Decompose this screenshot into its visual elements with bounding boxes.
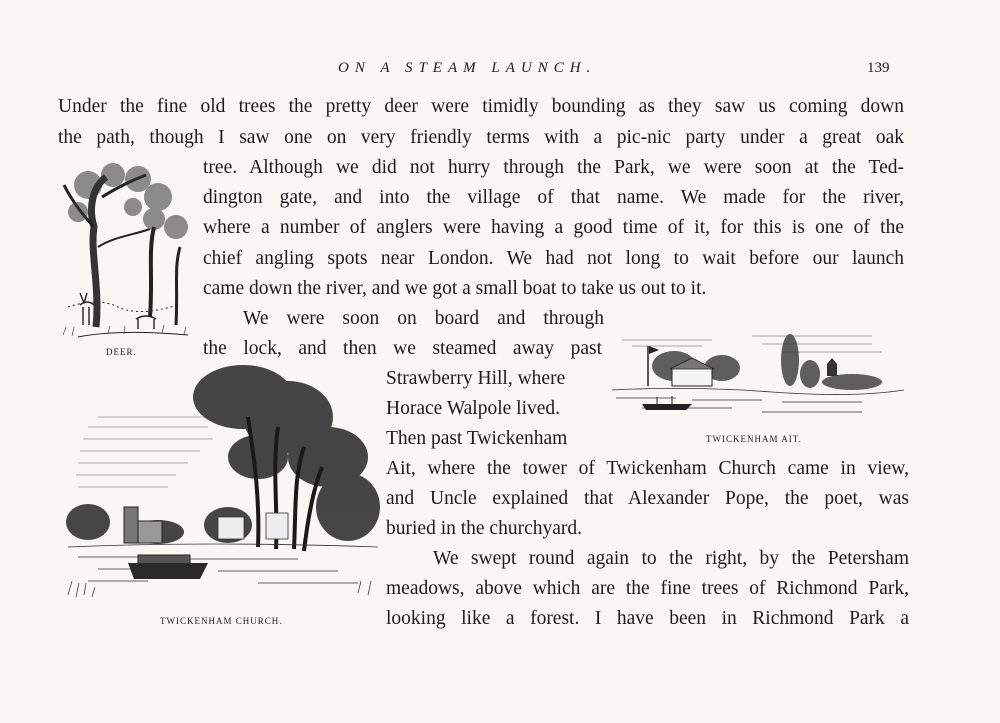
ait-caption: TWICKENHAM AIT. [706,434,802,444]
text-line: We swept round again to the right, by the Petersham [433,548,909,569]
text-line: Then past Twickenham [386,428,568,449]
text-line: the path, though I saw one on very friendly terms with a pic-nic party under a great oak [58,127,904,148]
deer-illustration [58,157,192,343]
page-number: 139 [867,60,890,76]
text-line: Horace Walpole lived. [386,398,561,419]
text-line: where a number of anglers were having a good time of it, for this is one of the [203,217,904,238]
text-line: dington gate, and into the village of that name. We made for the river, [203,187,904,208]
text-line: buried in the churchyard. [386,518,583,539]
text-line: meadows, above which are the fine trees of Richmond Park, [386,578,909,599]
text-line: and Uncle explained that Alexander Pope, the poet, was [386,488,909,509]
text-line: Ait, where the tower of Twickenham Church came in view, [386,458,909,479]
text-line: chief angling spots near London. We had not long to wait before our launch [203,248,904,269]
text-line: tree. Although we did not hurry through the Park, we were soon at the Ted- [203,157,904,178]
text-line: Under the fine old trees the pretty deer were timidly bounding as they saw us coming down [58,96,904,117]
twickenham-ait-illustration [612,326,904,418]
text-line: came down the river, and we got a small boat to take us out to it. [203,278,707,299]
text-line: Strawberry Hill, where [386,368,566,389]
text-line: the lock, and then we steamed away past [203,338,602,359]
deer-caption: DEER. [106,347,137,357]
running-head: ON A STEAM LAUNCH. [338,60,597,76]
twickenham-church-illustration [58,357,380,612]
church-caption: TWICKENHAM CHURCH. [160,616,283,626]
text-line: looking like a forest. I have been in Richmond Park a [386,608,909,629]
text-line: We were soon on board and through [243,308,604,329]
